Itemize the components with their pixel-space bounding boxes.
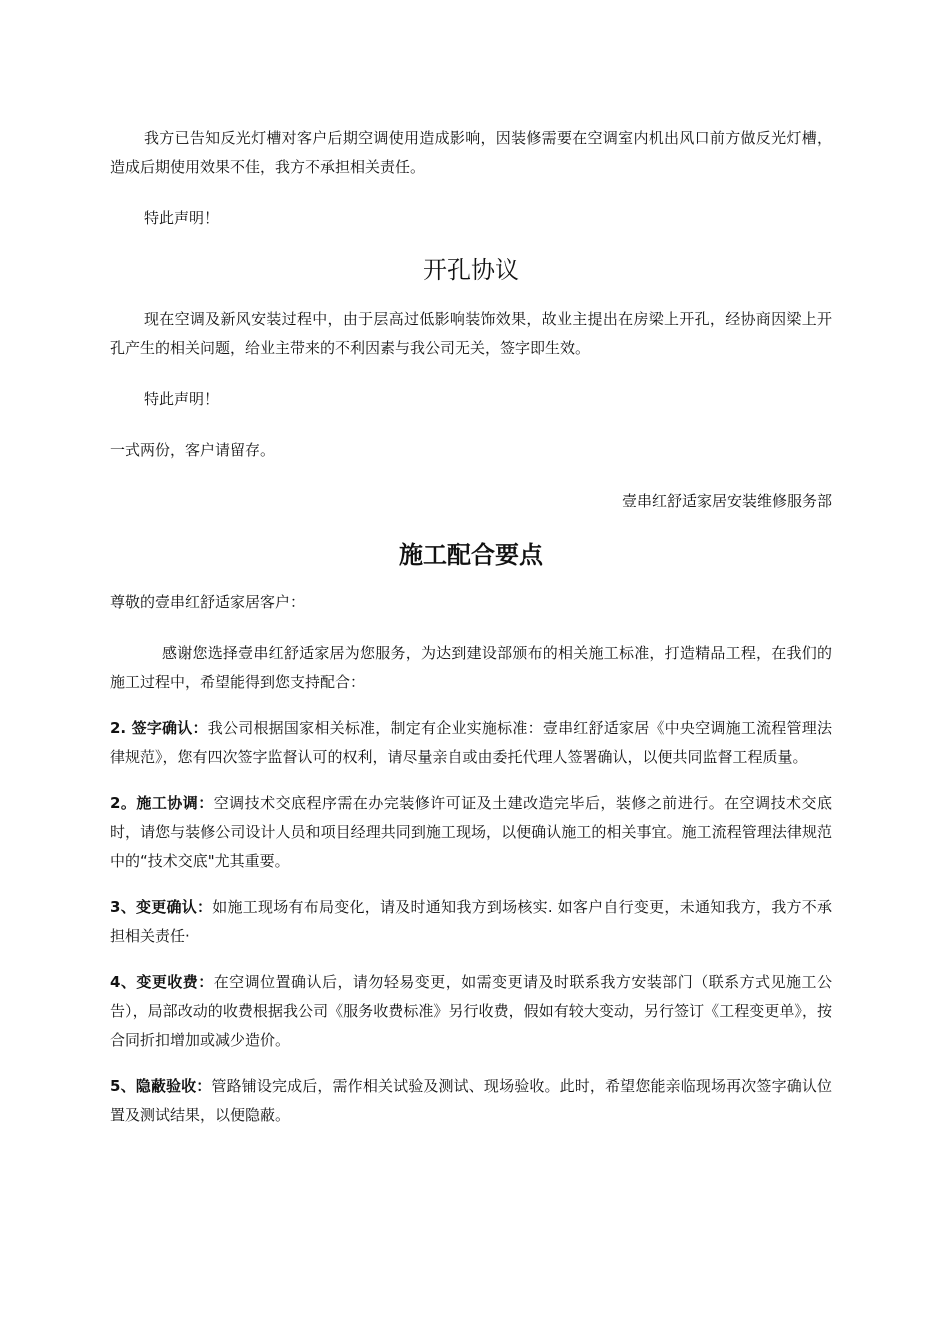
item-text: 如施工现场有布局变化，请及时通知我方到场核实. 如客户自行变更，未通知我方，我方不承担相关责任·	[110, 898, 832, 945]
item-lead: 5、隐蔽验收：	[110, 1077, 212, 1095]
drilling-statement: 特此声明！	[144, 390, 220, 408]
item-text: 我公司根据国家相关标准，制定有企业实施标准：壹串红舒适家居《中央空调施工流程管理法律规范》，您有四次签字监督认可的权利，请尽量亲自或由委托代理人签署确认，以便共同监督工程质量。	[110, 719, 832, 766]
list-item	[110, 714, 832, 772]
lightbox-disclaimer-paragraph: 我方已告知反光灯槽对客户后期空调使用造成影响，因装修需要在空调室内机出风口前方做反光灯槽，造成后期使用效果不佳，我方不承担相关责任。	[110, 129, 832, 176]
drilling-agreement-paragraph: 现在空调及新风安装过程中，由于层高过低影响装饰效果，故业主提出在房梁上开孔，经协商因梁上开孔产生的相关问题，给业主带来的不利因素与我公司无关，签字即生效。	[110, 310, 832, 357]
item-text: 空调技术交底程序需在办完装修许可证及土建改造完毕后，装修之前进行。在空调技术交底时，请您与装修公司设计人员和项目经理共同到施工现场，以便确认施工的相关事宜。施工流程管理法律规范中的“技术交底"尤其重要。	[110, 794, 832, 870]
drilling-agreement-title: 开孔协议	[423, 256, 519, 284]
list-item	[110, 968, 832, 1055]
intro-paragraph: 感谢您选择壹串红舒适家居为您服务，为达到建设部颁布的相关施工标准，打造精品工程，在我们的施工过程中，希望能得到您支持配合：	[110, 644, 832, 691]
construction-cooperation-title: 施工配合要点	[399, 541, 543, 569]
company-signature: 壹串红舒适家居安装维修服务部	[621, 492, 832, 510]
customer-greeting: 尊敬的壹串红舒适家居客户：	[110, 593, 306, 611]
item-lead: 4、变更收费：	[110, 973, 214, 991]
list-item	[110, 1072, 832, 1130]
item-lead: 2。施工协调：	[110, 794, 214, 812]
item-text: 在空调位置确认后，请勿轻易变更，如需变更请及时联系我方安装部门（联系方式见施工公告），局部改动的收费根据我公司《服务收费标准》另行收费，假如有较大变动，另行签订《工程变更单》，按合同折扣增加或减少造价。	[110, 973, 832, 1049]
list-item	[110, 893, 832, 951]
item-text: 管路铺设完成后，需作相关试验及测试、现场验收。此时，希望您能亲临现场再次签字确认位置及测试结果，以便隐蔽。	[110, 1077, 832, 1124]
list-item	[110, 789, 832, 876]
item-lead: 2. 签字确认：	[110, 719, 208, 737]
lightbox-statement: 特此声明！	[144, 209, 220, 227]
item-lead: 3、变更确认：	[110, 898, 213, 916]
copies-note: 一式两份，客户请留存。	[110, 441, 276, 459]
